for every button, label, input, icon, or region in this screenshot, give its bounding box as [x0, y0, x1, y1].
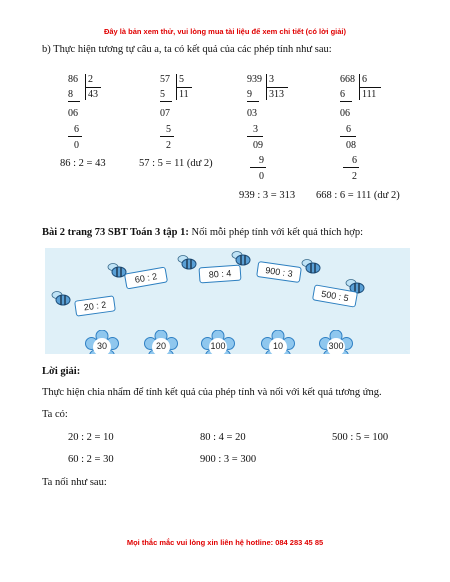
expression-tag[interactable]: 20 : 2 [74, 295, 116, 316]
equation: 80 : 4 = 20 [200, 432, 246, 443]
bee-icon [51, 290, 73, 308]
division-2-result: 57 : 5 = 11 (dư 2) [139, 158, 213, 169]
step: 9 [247, 89, 252, 100]
step: 09 [253, 140, 263, 151]
division-1-result: 86 : 2 = 43 [60, 158, 106, 169]
divisor: 3 [269, 74, 274, 85]
equation: 60 : 2 = 30 [68, 454, 114, 465]
step: 3 [253, 124, 258, 135]
expression-tag[interactable]: 900 : 3 [256, 261, 302, 283]
equation: 500 : 5 = 100 [332, 432, 389, 443]
division-3-result: 939 : 3 = 313 [239, 190, 296, 201]
footer-banner: Mọi thắc mắc vui lòng xin liên hệ hotline: 084 283 45 85 [126, 538, 324, 547]
part-b-text: b) Thực hiện tương tự câu a, ta có kết quả của các phép tính như sau: [42, 44, 332, 55]
dividend: 57 [160, 74, 170, 85]
result-value: 20 [155, 341, 166, 351]
step: 5 [160, 89, 165, 100]
step: 6 [346, 124, 351, 135]
result-flower[interactable] [261, 330, 295, 354]
result-value: 100 [210, 341, 226, 351]
expression-tag[interactable]: 60 : 2 [124, 266, 168, 289]
step: 03 [247, 108, 257, 119]
matching-illustration [45, 248, 410, 354]
solution-intro: Thực hiện chia nhẩm để tính kết quả của phép tính và nối với kết quả tương ứng. [42, 387, 382, 398]
expression-tag[interactable]: 80 : 4 [198, 265, 241, 284]
step: 6 [74, 124, 79, 135]
step: 0 [259, 171, 264, 182]
header-banner: Đây là bản xem thử, vui lòng mua tài liệu để xem chi tiết (có lời giải) [103, 27, 347, 36]
result-flower[interactable] [319, 330, 353, 354]
dividend: 668 [340, 74, 355, 85]
step: 2 [352, 171, 357, 182]
equation: 20 : 2 = 10 [68, 432, 114, 443]
step: 9 [259, 155, 264, 166]
step: 6 [340, 89, 345, 100]
step: 5 [166, 124, 171, 135]
step: 07 [160, 108, 170, 119]
solution-heading: Lời giải: [42, 366, 81, 377]
bee-icon [177, 254, 199, 272]
step: 06 [68, 108, 78, 119]
quotient: 313 [269, 89, 284, 100]
exercise-2-heading [42, 227, 363, 238]
quotient: 43 [88, 89, 98, 100]
result-value: 30 [96, 341, 107, 351]
expression-tag[interactable]: 500 : 5 [312, 284, 358, 307]
step: 08 [346, 140, 356, 151]
result-flower[interactable] [201, 330, 235, 354]
divisor: 2 [88, 74, 93, 85]
exercise-2-text: Nối mỗi phép tính với kết quả thích hợp: [188, 227, 363, 238]
dividend: 86 [68, 74, 78, 85]
result-value: 300 [328, 341, 344, 351]
connect-label: Ta nối như sau: [42, 477, 107, 488]
quotient: 111 [362, 89, 377, 100]
quotient: 11 [179, 89, 189, 100]
exercise-2-title: Bài 2 trang 73 SBT Toán 3 tập 1: [42, 227, 189, 238]
dividend: 939 [247, 74, 262, 85]
we-have-label: Ta có: [42, 409, 68, 420]
step: 06 [340, 108, 350, 119]
step: 6 [352, 155, 357, 166]
step: 8 [68, 89, 73, 100]
result-flower[interactable] [144, 330, 178, 354]
result-value: 10 [272, 341, 283, 351]
division-4-result: 668 : 6 = 111 (dư 2) [316, 190, 400, 201]
result-flower[interactable] [85, 330, 119, 354]
divisor: 5 [179, 74, 184, 85]
bee-icon [301, 258, 323, 276]
equation: 900 : 3 = 300 [200, 454, 257, 465]
divisor: 6 [362, 74, 367, 85]
step: 0 [74, 140, 79, 151]
step: 2 [166, 140, 171, 151]
